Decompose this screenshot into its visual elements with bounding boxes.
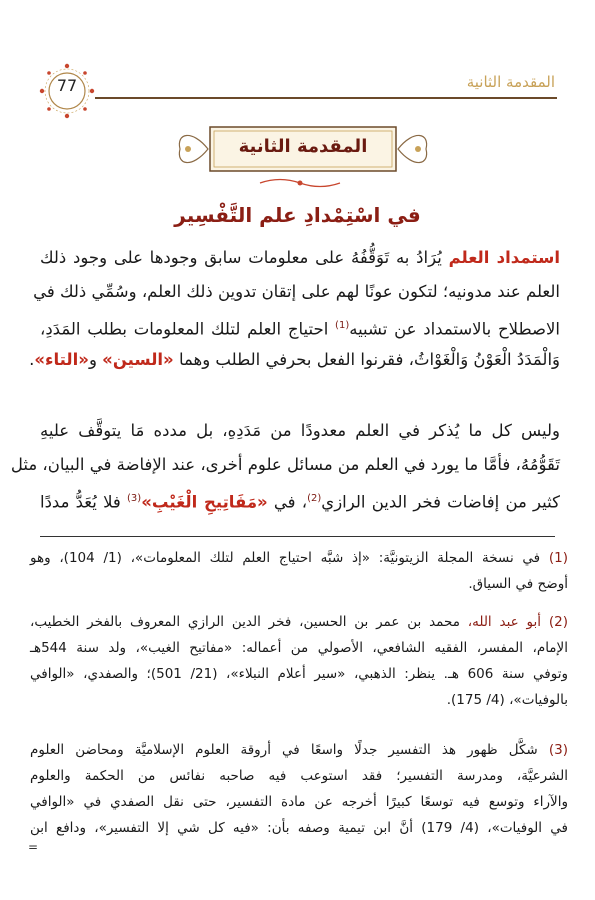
paragraph-2 [10, 414, 560, 516]
text-span: يُرَادُ به تَوَقُّفُهُ على معلومات سابق وجودها على وجود ذلك [40, 248, 449, 267]
text-span: في نسخة المجلة الزيتونيَّة: «إذ شبَّه احتياج العلم لتلك المعلومات»، (1/ 104)، وهو [30, 550, 541, 566]
term-highlight: «السين» [102, 350, 174, 369]
footnote-line: والآراء وتوسع فيه توسعًا كبيرًا أخرجه عن مادة التفسير، حتى نقل الصفدي في «الوافي [30, 794, 568, 810]
title-ornament [255, 176, 345, 190]
text-span: وَالْمَدَدُ الْعَوْنُ وَالْغَوْاثُ، فقرنوا الفعل بحرفي الطلب وهما [173, 350, 560, 369]
text-span: كثير من إفاضات فخر الدين الرازي [321, 492, 560, 512]
person-name: أبو عبد الله، [467, 614, 542, 630]
text-line: وليس كل ما يُذكر في العلم معدودًا من مَدَدِهِ، بل مدده مَا يتوقَّف عليهِ [40, 421, 560, 440]
footnote-separator [40, 536, 555, 537]
continuation-mark: = [28, 840, 39, 854]
section-subtitle: في اسْتِمْدادِ علم التَّفْسِير [174, 203, 421, 227]
footnote-line [30, 609, 568, 635]
footnote-ref[interactable]: (1) [335, 320, 350, 331]
text-line: العلم عند مدونيه؛ لتكون عونًا لهم على إتقان تدوين ذلك العلم، وسُمِّي ذلك في [33, 282, 560, 301]
section-box-title: المقدمة الثانية [238, 136, 368, 157]
footnote-ref[interactable]: (3) [127, 493, 142, 504]
footnote-line [30, 545, 568, 571]
text-span: شكَّل ظهور هذ التفسير جدلًا واسعًا في أروقة العلوم الإسلاميَّة ومحاضن العلوم [30, 742, 538, 758]
footnote-1 [30, 545, 568, 597]
footnote-number: (2) [548, 614, 568, 630]
text-line [40, 241, 560, 275]
footnote-line [30, 737, 568, 763]
paragraph-1 [29, 241, 561, 377]
text-line [40, 482, 560, 516]
text-span: فلا يُعَدُّ مددًا [40, 492, 128, 512]
text-line: تَقَوُّمُهُ، فأمَّا ما يورد في العلم من مسائل علوم أخرى، عند الإفاضة في البيان، مثل [10, 455, 560, 474]
text-span: محمد بن عمر بن الحسين، فخر الدين الرازي المعروف بالفخر الخطيب، [30, 614, 460, 630]
footnote-2 [30, 609, 568, 713]
text-line [40, 309, 560, 343]
text-span: احتياج العلم لتلك المعلومات بطلب المَدَدِ، [40, 319, 336, 339]
term-highlight: استمداد العلم [448, 248, 561, 267]
text-line [29, 343, 560, 377]
footnote-line: بالوفيات»، (4/ 175). [446, 692, 568, 708]
term-highlight: «التاء» [34, 350, 89, 369]
footnote-line: أوضح في السياق. [468, 576, 568, 592]
footnote-number: (1) [548, 550, 569, 566]
running-title: المقدمة الثانية [466, 73, 555, 91]
footnote-3 [30, 737, 568, 841]
footnote-number: (3) [548, 742, 568, 758]
footnote-line: الإمام، المفسر، الفقيه الشافعي، الأصولي من أعماله: «مفاتيح الغيب»، ولد سنة 544هـ [30, 640, 568, 656]
footnote-line: الشرعيَّة، ومدرسة التفسير؛ فقد استوعب فيه صاحبه نفائس من الحكمة والعلوم [30, 768, 568, 784]
text-span: ، في [267, 492, 308, 512]
footnote-ref[interactable]: (2) [307, 493, 322, 504]
footnote-line: في الوفيات»، (4/ 179) أنَّ ابن تيمية وصفه بأن: «فيه كل شي إلا التفسير»، ودافع ابن [30, 820, 568, 836]
book-title-highlight: «مَفَاتِيحِ الْغَيْبِ» [141, 492, 268, 512]
text-span: و [88, 350, 103, 369]
header-rule [95, 97, 557, 99]
page-number: 77 [56, 76, 78, 95]
text-span: . [29, 350, 35, 369]
footnote-line: وتوفي سنة 606 هـ. ينظر: الذهبي، «سير أعلام النبلاء»، (21/ 501)؛ والصفدي، «الوافي [30, 666, 569, 682]
text-span: الاصطلاح بالاستمداد عن تشبيه [349, 319, 560, 339]
